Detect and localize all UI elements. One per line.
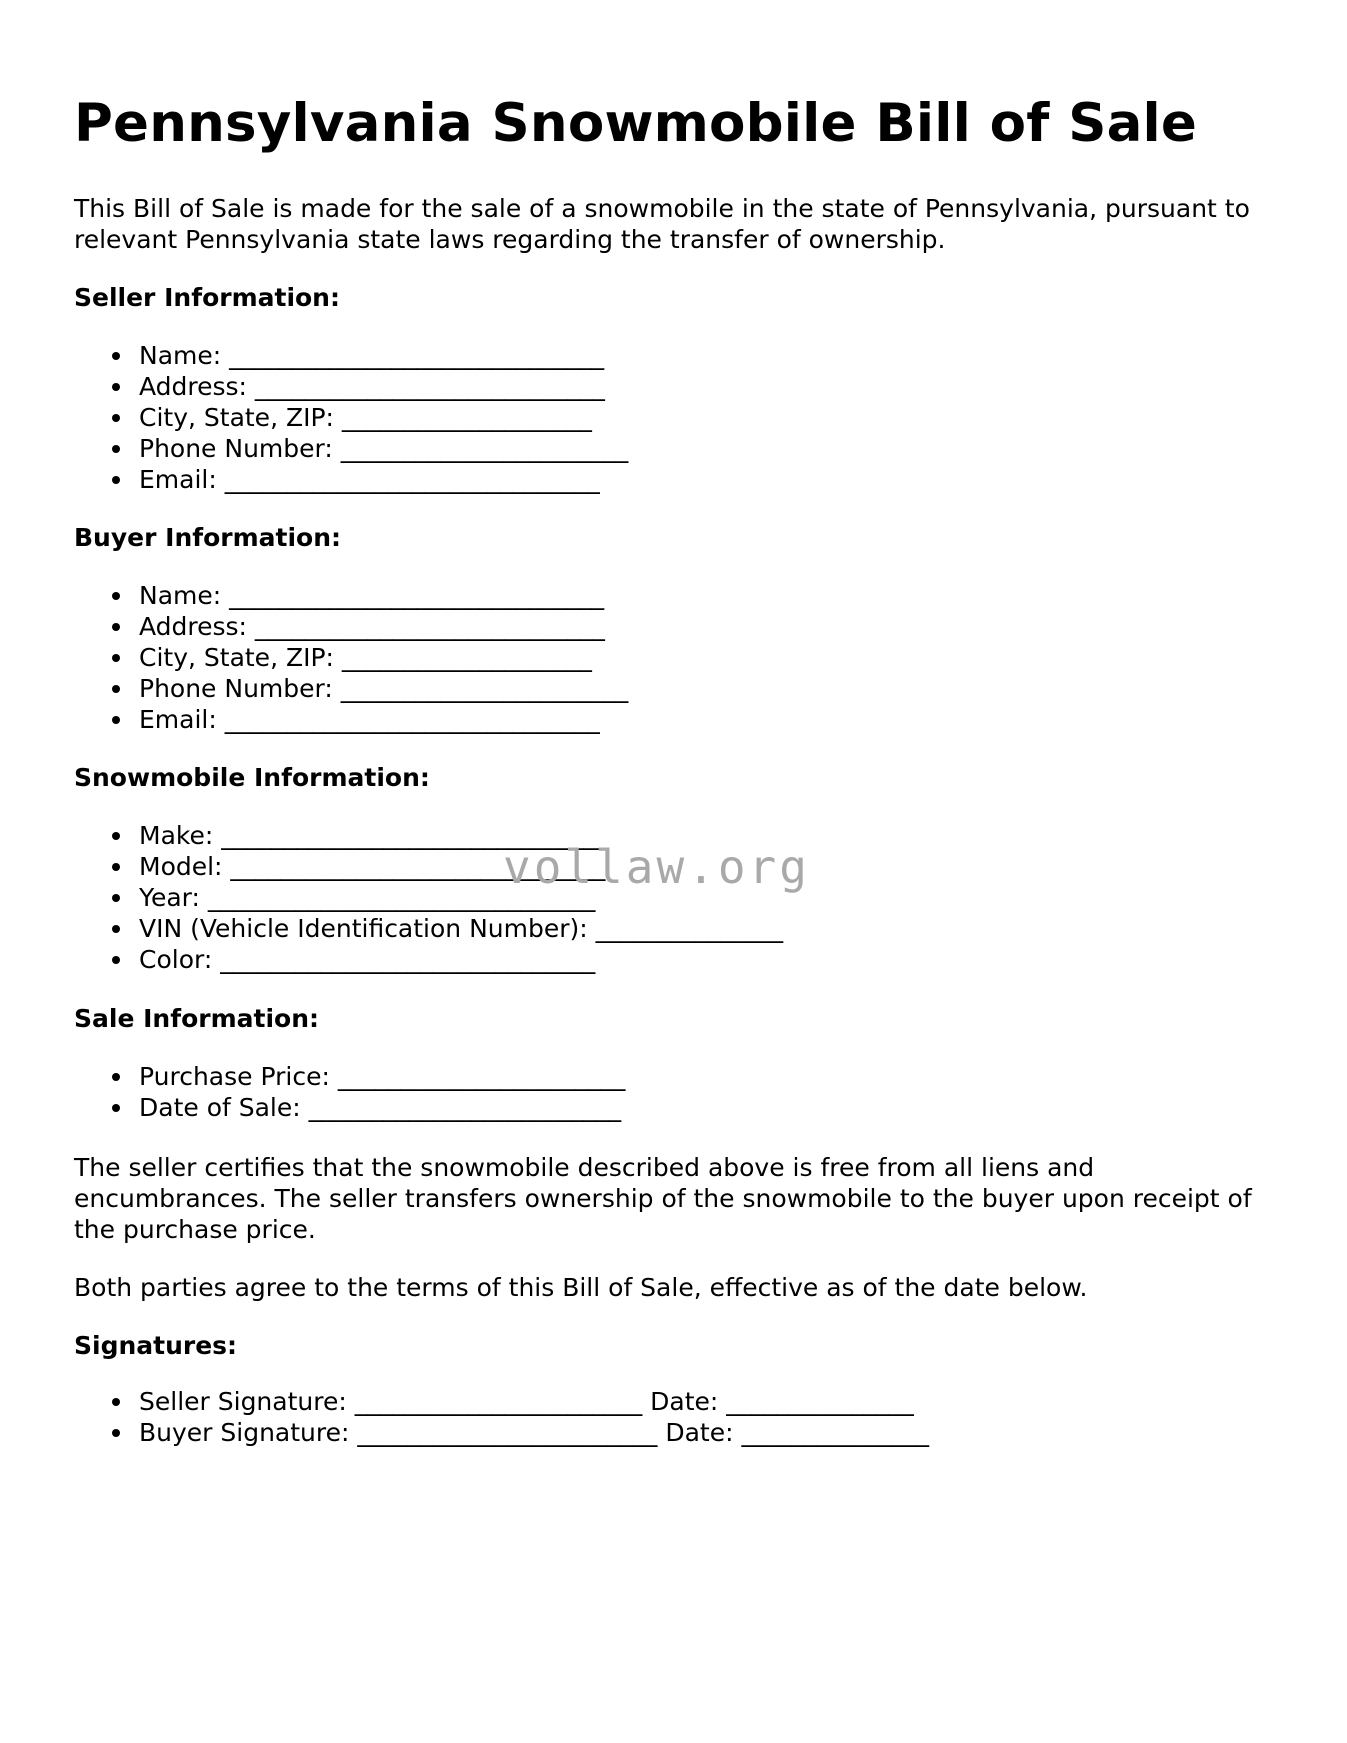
seller-city-state-zip-field: City, State, ZIP: ____________________ <box>74 402 628 433</box>
buyer-name-field: Name: ______________________________ <box>74 580 628 611</box>
snowmobile-vin-field: VIN (Vehicle Identification Number): _______________ <box>74 913 783 944</box>
snowmobile-year-field: Year: _______________________________ <box>74 882 783 913</box>
agreement-paragraph: Both parties agree to the terms of this Bill of Sale, effective as of the date below. <box>74 1273 1088 1302</box>
snowmobile-make-field: Make: _______________________________ <box>74 820 783 851</box>
certification-paragraph: The seller certifies that the snowmobile described above is free from all liens and encumbrances. The seller transfers ownership of the snowmobile to the buyer upon receipt of the purchase price. <box>74 1153 1252 1244</box>
seller-email-field: Email: ______________________________ <box>74 464 628 495</box>
buyer-email-field: Email: ______________________________ <box>74 704 628 735</box>
snowmobile-model-field: Model: ______________________________ <box>74 851 783 882</box>
snowmobile-color-field: Color: ______________________________ <box>74 944 783 975</box>
sale-fields-list <box>74 1061 625 1123</box>
sale-section-heading: Sale Information: <box>74 1004 319 1033</box>
seller-fields-list <box>74 340 628 495</box>
purchase-price-field: Purchase Price: _______________________ <box>74 1061 625 1092</box>
buyer-fields-list <box>74 580 628 735</box>
seller-signature-field: Seller Signature: _______________________ Date: _______________ <box>74 1386 929 1417</box>
buyer-signature-field: Buyer Signature: ________________________ Date: _______________ <box>74 1417 929 1448</box>
intro-paragraph: This Bill of Sale is made for the sale of a snowmobile in the state of Pennsylvania, pursuant to relevant Pennsylvania state laws regarding the transfer of ownership. <box>74 194 1250 254</box>
seller-name-field: Name: ______________________________ <box>74 340 628 371</box>
date-of-sale-field: Date of Sale: _________________________ <box>74 1092 625 1123</box>
signatures-fields-list <box>74 1386 929 1448</box>
buyer-section-heading: Buyer Information: <box>74 523 342 552</box>
signatures-section-heading: Signatures: <box>74 1331 238 1360</box>
document-title: Pennsylvania Snowmobile Bill of Sale <box>74 93 1198 154</box>
buyer-address-field: Address: ____________________________ <box>74 611 628 642</box>
seller-phone-field: Phone Number: _______________________ <box>74 433 628 464</box>
buyer-city-state-zip-field: City, State, ZIP: ____________________ <box>74 642 628 673</box>
seller-section-heading: Seller Information: <box>74 283 340 312</box>
seller-address-field: Address: ____________________________ <box>74 371 628 402</box>
watermark-text: vollaw.org <box>503 840 810 894</box>
snowmobile-section-heading: Snowmobile Information: <box>74 763 430 792</box>
buyer-phone-field: Phone Number: _______________________ <box>74 673 628 704</box>
